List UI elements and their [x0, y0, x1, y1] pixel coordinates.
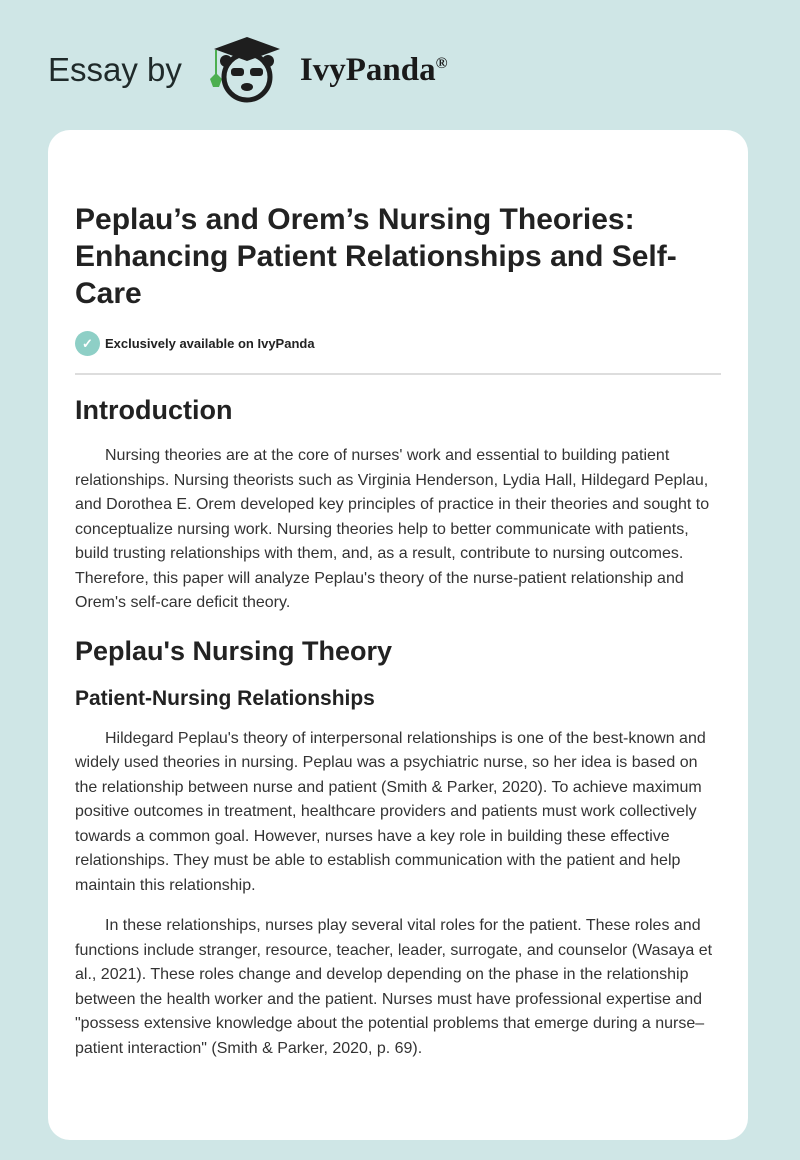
intro-heading: Introduction [75, 395, 233, 425]
page-title: Peplau’s and Orem’s Nursing Theories: Enhancing Patient Relationships and Self-Care [75, 203, 677, 310]
subheading: Patient-Nursing Relationships [75, 686, 375, 710]
peplau-heading: Peplau's Nursing Theory [75, 635, 392, 666]
exclusive-badge [75, 331, 721, 356]
paragraph-2: In these relationships, nurses play several vital roles for the patient. These roles and functions include stranger, resource, teacher, leader, surrogate, and counselor (Wasaya et al., 2021). These roles change and develop depending on the phase in the relationship between the health worker and the patient. Nurses must have professional expertise and "possess extensive knowledge about the potential problems that emerge during a nurse–patient interaction" (Smith & Parker, 2020, p. 69). [75, 917, 713, 1057]
panda-logo-icon[interactable] [202, 35, 292, 105]
divider [75, 373, 721, 375]
registered-mark: ® [435, 54, 448, 72]
site-header [48, 30, 448, 110]
check-icon: ✓ [75, 331, 100, 356]
intro-paragraph: Nursing theories are at the core of nurses' work and essential to building patient relationships. Nursing theorists such as Virginia Henderson, Lydia Hall, Hildegard Peplau, and Dorothea E. Orem developed key principles of practice in their theories and sought to conceptualize nursing work. Nursing theories help to better communicate with patients, build trusting relationships with them, and, as a result, contribute to nursing outcomes. Therefore, this paper will analyze Peplau's theory of the nurse-patient relationship and Orem's self-care deficit theory. [75, 447, 710, 611]
brand-text: IvyPanda [299, 51, 436, 88]
essay-card [48, 130, 748, 1140]
paragraph-1: Hildegard Peplau's theory of interpersonal relationships is one of the best-known and widely used theories in nursing. Peplau was a psychiatric nurse, so her idea is based on the relationship between nurse and patient (Smith & Parker, 2020). To achieve maximum positive outcomes in treatment, healthcare providers and patients must work collectively towards a common goal. However, nurses have a key role in building these effective relationships. They must be able to establish communication with the patient and help maintain this relationship. [75, 729, 706, 894]
brand-name[interactable] [300, 52, 448, 89]
badge-label: Exclusively available on IvyPanda [105, 336, 315, 351]
essay-by-label: Essay by [48, 51, 182, 88]
